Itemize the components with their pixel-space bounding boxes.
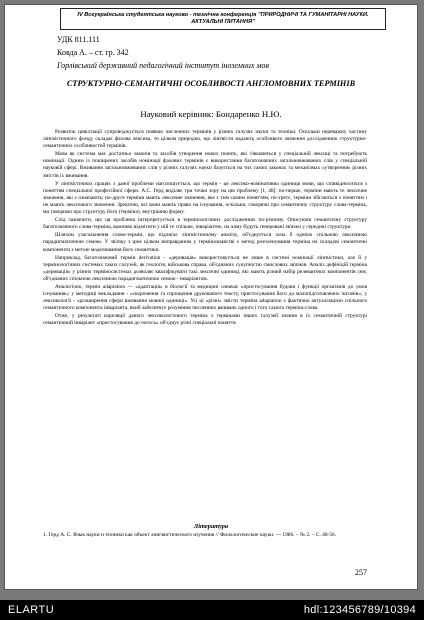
document-page bbox=[4, 4, 418, 590]
paragraph: Отже, у результаті кореляції даного лексикологічного терміна з термінами інших галузей знання в їх семантичній структурі семантичний інваріант «пристосування до чогось» об'єднує різні спеціальні поняття. bbox=[43, 313, 367, 327]
page-number: 257 bbox=[355, 568, 367, 577]
repository-footer-bar bbox=[0, 600, 424, 620]
reference-item: 1. Герд А. С. Язык науки и техники как объект лингвистического изучения // Филологические науки. — 1986. – № 2. – С. 48-56. bbox=[43, 532, 337, 538]
handle-identifier: hdl:123456789/10394 bbox=[303, 604, 416, 616]
article-title: СТРУКТУРНО-СЕМАНТИЧНІ ОСОБЛИВОСТІ АНГЛОМОВНИХ ТЕРМІНІВ bbox=[66, 79, 356, 88]
paragraph: Шляхом узагальнення слово-термін, що підлягає лінгвістичному аналізу, об'єднується хоча б однією спільною лексичною парадигматичною семою. У зв'язку з цим цілком виправданим у термінознавстві є метод розчленування терміна на складові семантичні компоненти з метою моделювання його семантики. bbox=[43, 232, 367, 253]
article-body bbox=[43, 129, 367, 541]
udc-code: УДК 811.111 bbox=[57, 35, 100, 44]
conference-header: IV Всеукраїнська студентська науково - технічна конференція "ПРИРОДНИЧІ ТА ГУМАНІТАРНІ НАУКИ. АКТУАЛЬНІ ПИТАННЯ" bbox=[60, 8, 386, 30]
paragraph: Розвиток цивілізації супроводжується появою численних термінів у різних галузях науки та техніки. Оскільки переважну частину лінгвістичного фонду складає фахова лексика, то цілком природно, що лінгвісти надають особливого значення дослідженню структурно-семантичних особливостей термінів. bbox=[43, 129, 367, 150]
author-line: Ковда А. – ст. гр. 342 bbox=[57, 48, 129, 57]
paragraph: Слід зазначити, що ця проблема інтерпретується в термінологічних дослідженнях по-різному. Описуючи семантичну структуру багатозначного слова-терміна, важливо відмітити у ній те спільне, інваріантне, на чому будуть генеровані зв'язки у середині структури. bbox=[43, 217, 367, 231]
affiliation: Горлівський державний педагогічний інститут іноземних мов bbox=[57, 61, 269, 70]
references-heading: Література bbox=[193, 523, 229, 530]
advisor-line: Науковий керівник: Бондаренко Н.Ю. bbox=[140, 109, 282, 119]
paragraph: У лінгвістичних працях з даної проблеми наголошується, що термін - це лексико-номінативна одиниця мови, що співвідноситься з поняттям спеціальної професійної сфери. А.С. Герд виділяє три точки зору на цю проблему [1, 48]: по-перше, терміни мають те лексичне значення, які є означають; по-друге терміни мають лексичне значення, яке є тим самим поняттям; по-третє, терміни збігаються з поняттям і не мають лексичного значення. Зрештою, всі вони мають право на існування, оскільки, говорячи про семантичну структуру слова-терміна, ми говоримо про структуру його (терміна), внутрішню форму. bbox=[43, 180, 367, 216]
references-list bbox=[43, 532, 367, 539]
paragraph: Наприклад, багатозначний термін derivation - «деривація» використовується не лише в системі номінації лінгвістики, але й у термінологічних системах таких галузей, як геологія, військова справа, об'єднаних сукупністю смислових зв'язків. Аналіз дефініцій терміна «деривація» у різних терміносистемах дозволяє кваліфікувати такі лексичні одиниці, які мають різний набір релевантних компонентів сем, об'єднаних спільною лексичною парадигматичною семою - інваріантом. bbox=[43, 254, 367, 282]
repository-name: ELARTU bbox=[8, 604, 55, 616]
paragraph: Мова як система має достатньо законів та засобів утворення нових понять, які з'являються у спеціальній лексиці та потребують номінації. Одним із поширених засобів номінації фахових термінів є використання багатозначних загальновживаних слів у спеціальній науковій сфері. Вживання загальновживаних слів у різних галузях науки базується на тих самих законах та механізмах «утворення» різних змістів їх вживання. bbox=[43, 151, 367, 179]
paragraph: Аналогічно, термін adaptation — «адаптація» в біології та медицині означає «пристосування будови і функції організмів до умов існування»; у методиці викладання - «скорочення та спрощення друкованого тексту, пристосування його до малопідготовлених читачів»; у лексикології - «розширення сфери вживання мовної одиниці». Усі ці «різні» змісти терміна adaptation є фактично актуалізацією спільного семантичного компонента інваріанта, який забезпечує розуміння численних вживань одного і того самого терміна-слова. bbox=[43, 283, 367, 312]
